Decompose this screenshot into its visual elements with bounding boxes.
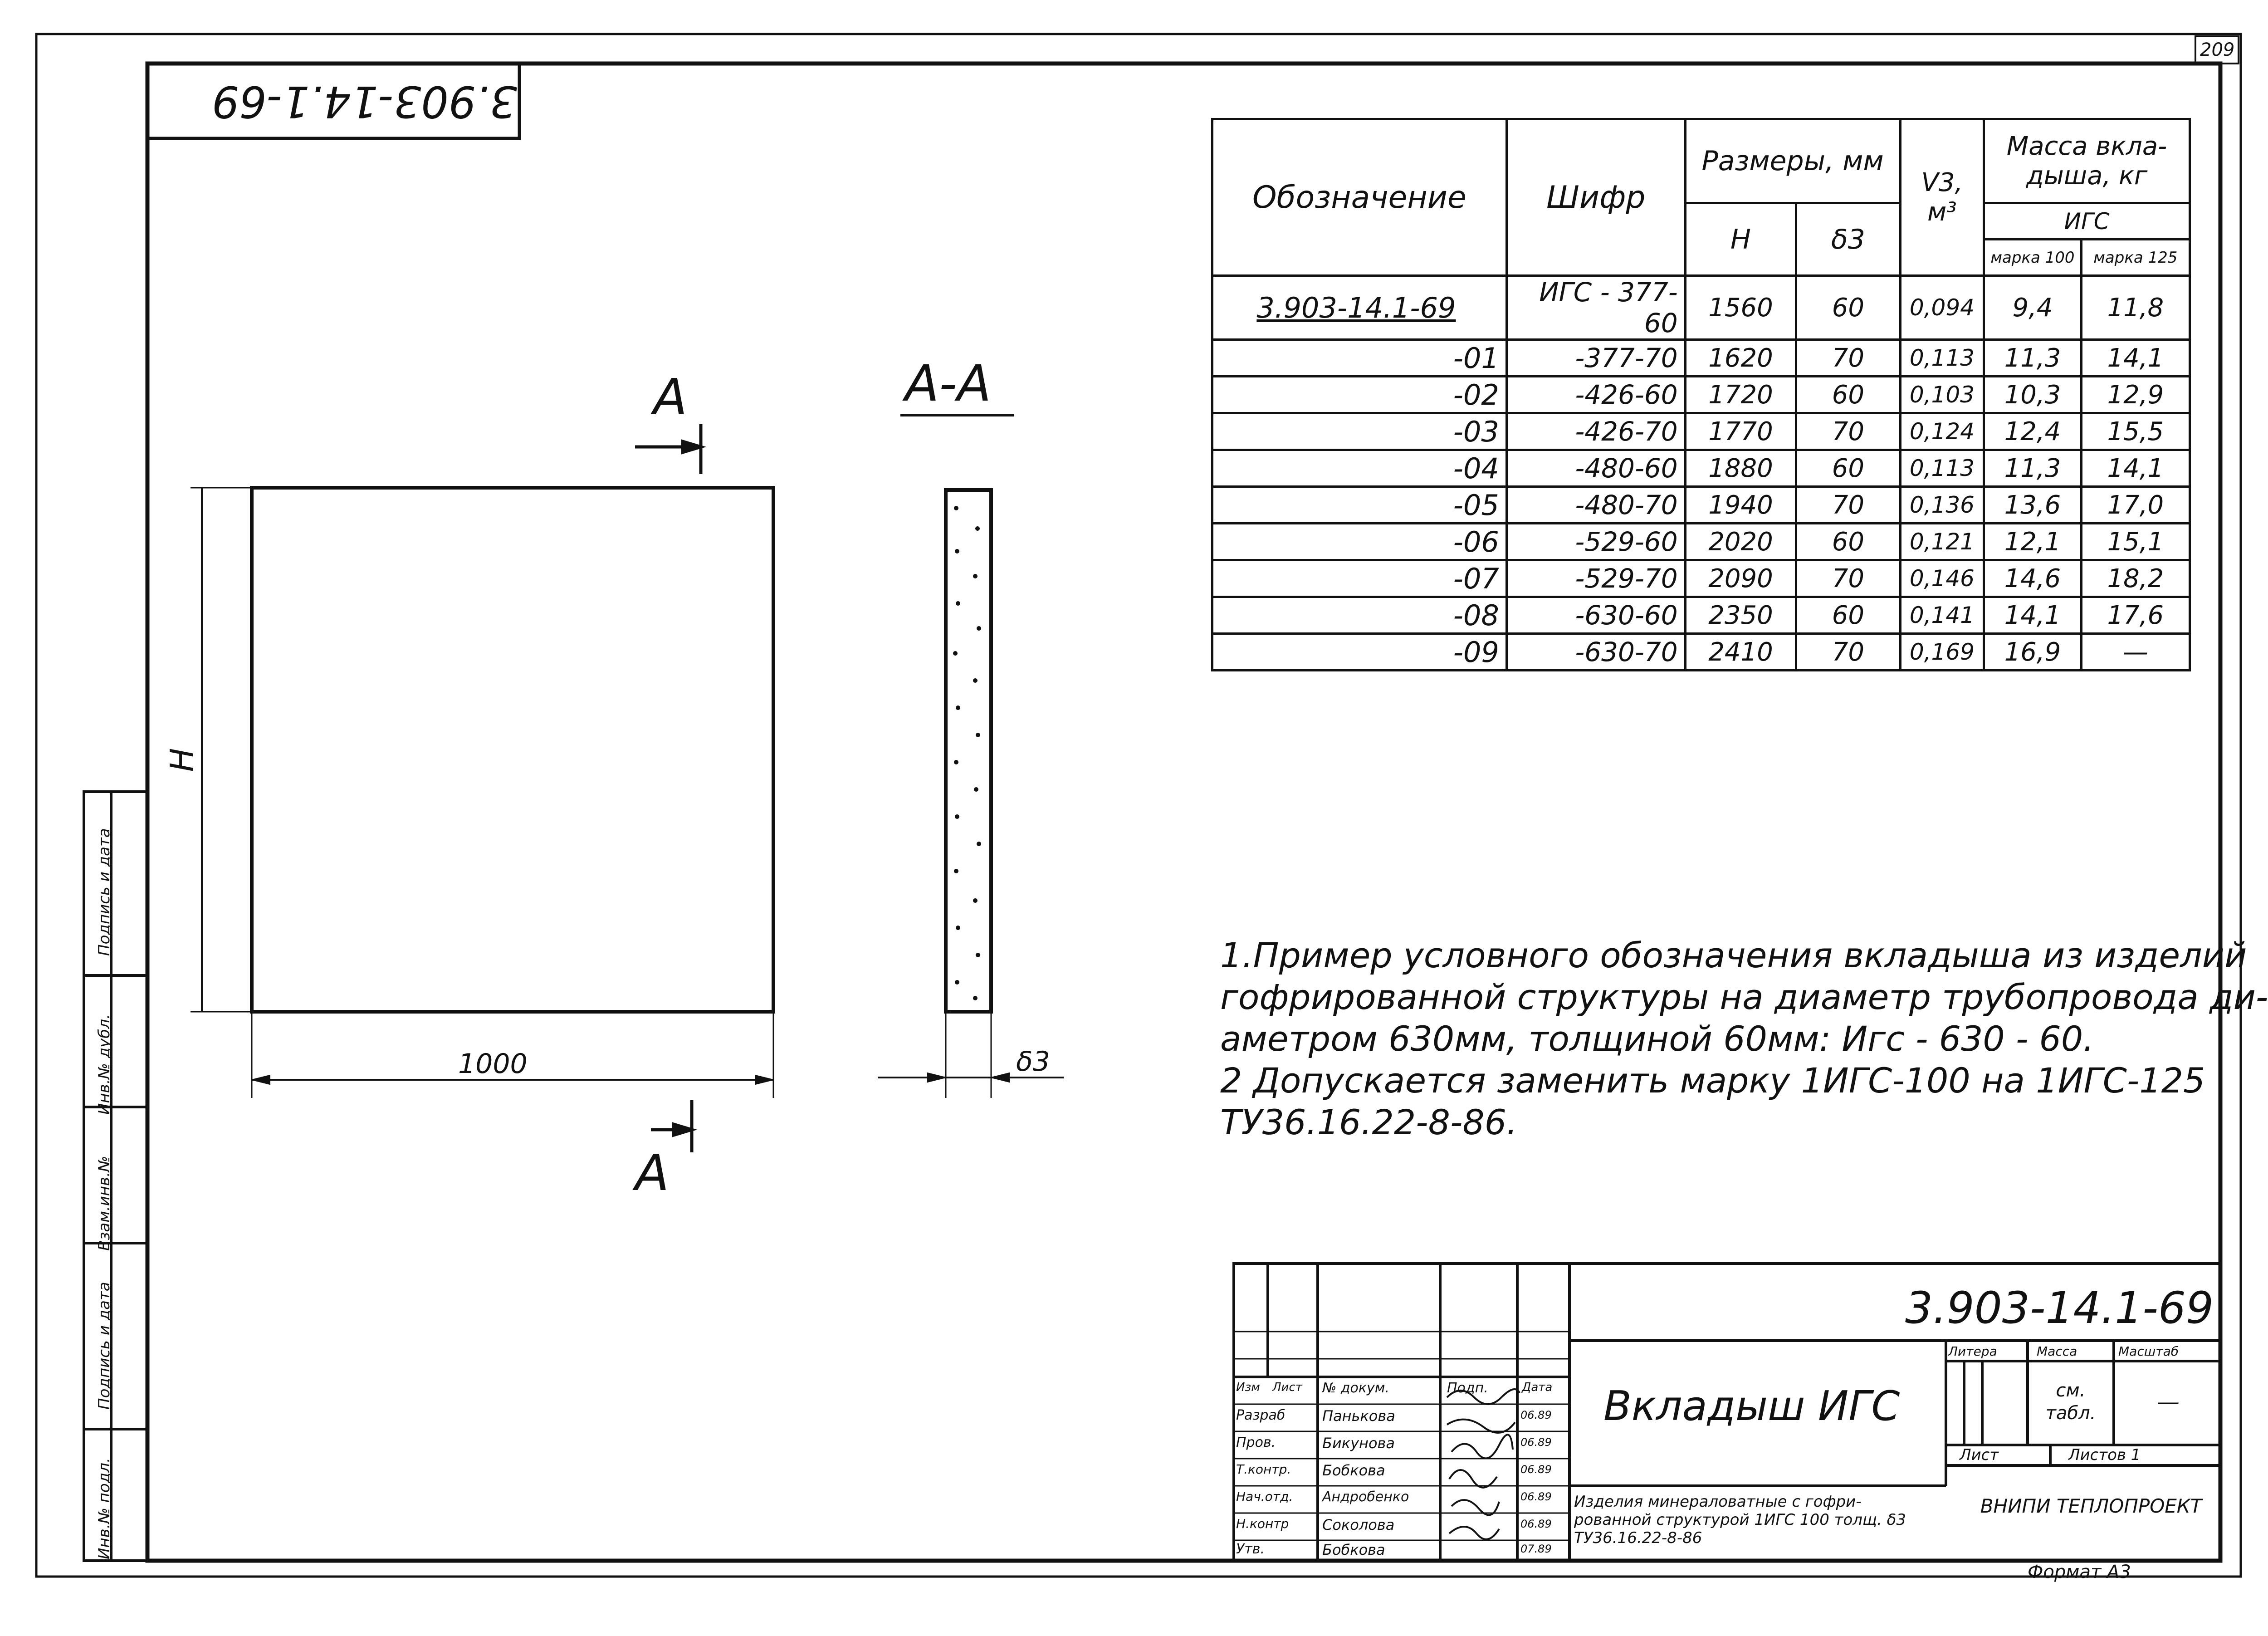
height-label: H (163, 748, 201, 772)
row-delta: 70 (1796, 634, 1900, 671)
note-line: ТУ36.16.22-8-86. (1220, 1102, 1518, 1142)
signer-role: Н.контр (1236, 1516, 1289, 1531)
row-mass-100: 9,4 (1984, 276, 2081, 340)
header-igs: ИГС (1984, 203, 2190, 240)
mass-label: Масса (2037, 1344, 2077, 1359)
plate-section-view (946, 490, 991, 1012)
row-mass-125: 14,1 (2081, 340, 2190, 377)
row-designation: -06 (1212, 524, 1507, 560)
header-cipher: Шифр (1506, 119, 1685, 276)
row-mass-125: 15,1 (2081, 524, 2190, 560)
signer-name: Соколова (1322, 1516, 1395, 1533)
row-delta: 70 (1796, 487, 1900, 524)
table-row (1212, 560, 2190, 597)
note-line: 2 Допускается заменить марку 1ИГС-100 на 1ИГС-125 (1220, 1060, 2205, 1101)
row-delta: 70 (1796, 413, 1900, 450)
table-row (1212, 377, 2190, 413)
signer-role: Утв. (1236, 1541, 1265, 1557)
row-volume: 0,113 (1900, 340, 1984, 377)
page-number: 209 (2200, 39, 2235, 60)
signer-name: Панькова (1322, 1407, 1395, 1425)
col-izm: Изм (1236, 1381, 1260, 1394)
side-label-inv-dubl: Инв.№ дубл. (95, 1014, 113, 1115)
row-h: 1770 (1685, 413, 1796, 450)
section-title: A-A (905, 354, 992, 412)
table-row (1212, 524, 2190, 560)
signer-name: Бикунова (1322, 1435, 1395, 1452)
row-mass-100: 10,3 (1984, 377, 2081, 413)
litera-label: Литера (1948, 1344, 1997, 1359)
row-h: 1560 (1685, 276, 1796, 340)
section-mark-top: A (653, 368, 688, 426)
spec-table-body (1212, 276, 2190, 671)
col-sign: Подп. (1447, 1380, 1488, 1396)
row-volume: 0,124 (1900, 413, 1984, 450)
row-mass-125: 15,5 (2081, 413, 2190, 450)
row-mass-125: 17,0 (2081, 487, 2190, 524)
row-designation: 3.903-14.1-69 (1212, 276, 1507, 340)
row-mass-100: 16,9 (1984, 634, 2081, 671)
signer-role: Т.контр. (1236, 1462, 1291, 1477)
row-mass-125: 11,8 (2081, 276, 2190, 340)
row-cipher: -529-70 (1506, 560, 1685, 597)
row-mass-125: 12,9 (2081, 377, 2190, 413)
row-delta: 60 (1796, 597, 1900, 634)
signer-date: 06.89 (1520, 1463, 1552, 1476)
table-row (1212, 634, 2190, 671)
volume-symbol: V3, (1921, 168, 1963, 197)
table-row (1212, 450, 2190, 487)
signer-date: 06.89 (1520, 1490, 1552, 1503)
row-cipher: -630-70 (1506, 634, 1685, 671)
table-row (1212, 487, 2190, 524)
row-designation: -04 (1212, 450, 1507, 487)
row-cipher: -529-60 (1506, 524, 1685, 560)
row-designation: -07 (1212, 560, 1507, 597)
signer-name: Бобкова (1322, 1462, 1385, 1479)
notes (1220, 935, 2268, 1143)
row-volume: 0,141 (1900, 597, 1984, 634)
row-designation: -02 (1212, 377, 1507, 413)
note-line: гофрированной структуры на диаметр трубопровода ди- (1220, 977, 2268, 1017)
row-designation: -08 (1212, 597, 1507, 634)
row-cipher: -630-60 (1506, 597, 1685, 634)
row-cipher: ИГС - 377-60 (1506, 276, 1685, 340)
section-mark-bottom: A (635, 1144, 670, 1202)
header-sizes: Размеры, мм (1685, 119, 1900, 203)
row-mass-100: 14,6 (1984, 560, 2081, 597)
row-mass-100: 12,4 (1984, 413, 2081, 450)
header-h: H (1685, 203, 1796, 276)
header-designation: Обозначение (1212, 119, 1507, 276)
col-doc: № докум. (1322, 1380, 1389, 1396)
signature-scribbles (1447, 1389, 1520, 1539)
row-volume: 0,169 (1900, 634, 1984, 671)
table-row (1212, 340, 2190, 377)
row-delta: 60 (1796, 524, 1900, 560)
section-marker-top (635, 424, 701, 474)
table-row (1212, 597, 2190, 634)
row-delta: 70 (1796, 340, 1900, 377)
mass-value: см. табл. (2045, 1380, 2096, 1424)
header-delta: δ3 (1796, 203, 1900, 276)
row-volume: 0,094 (1900, 276, 1984, 340)
signer-role: Пров. (1236, 1435, 1276, 1450)
row-mass-125: 18,2 (2081, 560, 2190, 597)
side-label-vzam: Взам.инв.№ (95, 1156, 113, 1251)
row-designation: -01 (1212, 340, 1507, 377)
row-h: 2350 (1685, 597, 1796, 634)
format-label: Формат А3 (2028, 1562, 2131, 1582)
sheet-label: Лист (1960, 1446, 1999, 1464)
scale-value: — (2157, 1389, 2180, 1415)
width-dimension-value: 1000 (458, 1048, 528, 1080)
sheets-label: Листов 1 (2068, 1446, 2141, 1464)
plate-front-view (252, 488, 773, 1012)
col-date: Дата (1522, 1381, 1553, 1394)
signer-name: Андробенко (1322, 1489, 1409, 1505)
row-h: 1940 (1685, 487, 1796, 524)
note-line: 1.Пример условного обозначения вкладыша из изделий (1220, 935, 2247, 975)
row-mass-125: 14,1 (2081, 450, 2190, 487)
row-h: 2090 (1685, 560, 1796, 597)
header-mass: Масса вкла- дыша, кг (1984, 119, 2190, 203)
title-block-material: Изделия минераловатные с гофри- рованной структурой 1ИГС 100 толщ. δ3 ТУ36.16.22-8-86 (1574, 1493, 1906, 1547)
rotated-stamp: 3.903-14.1-69 (212, 76, 517, 126)
side-label-signature-1: Подпись и дата (95, 1282, 113, 1410)
row-mass-100: 13,6 (1984, 487, 2081, 524)
row-volume: 0,121 (1900, 524, 1984, 560)
table-row (1212, 276, 2190, 340)
volume-unit: м³ (1927, 197, 1957, 227)
row-mass-100: 11,3 (1984, 450, 2081, 487)
row-h: 2410 (1685, 634, 1796, 671)
side-strip (84, 792, 147, 1561)
signer-date: 06.89 (1520, 1436, 1552, 1449)
note-line: аметром 630мм, толщиной 60мм: Игс - 630 - 60. (1220, 1019, 2094, 1059)
row-volume: 0,103 (1900, 377, 1984, 413)
col-list: Лист (1272, 1381, 1302, 1394)
row-cipher: -480-70 (1506, 487, 1685, 524)
table-row (1212, 413, 2190, 450)
row-designation: -05 (1212, 487, 1507, 524)
row-delta: 60 (1796, 276, 1900, 340)
row-mass-125: — (2081, 634, 2190, 671)
row-mass-125: 17,6 (2081, 597, 2190, 634)
row-cipher: -480-60 (1506, 450, 1685, 487)
title-block-code: 3.903-14.1-69 (1905, 1283, 2214, 1333)
signer-date: 06.89 (1520, 1409, 1552, 1421)
side-label-signature-2: Подпись и дата (95, 828, 113, 956)
signer-role: Нач.отд. (1236, 1489, 1293, 1504)
header-grade100: марка 100 (1984, 240, 2081, 276)
row-mass-100: 12,1 (1984, 524, 2081, 560)
signer-date: 06.89 (1520, 1518, 1552, 1530)
title-block-org: ВНИПИ ТЕПЛОПРОЕКТ (1980, 1495, 2202, 1517)
header-volume (1900, 119, 1984, 276)
signer-date: 07.89 (1520, 1543, 1552, 1555)
row-designation: -09 (1212, 634, 1507, 671)
row-volume: 0,136 (1900, 487, 1984, 524)
row-h: 2020 (1685, 524, 1796, 560)
row-volume: 0,113 (1900, 450, 1984, 487)
row-cipher: -426-60 (1506, 377, 1685, 413)
row-delta: 60 (1796, 450, 1900, 487)
row-mass-100: 11,3 (1984, 340, 2081, 377)
signer-role: Разраб (1236, 1407, 1286, 1423)
signer-name: Бобкова (1322, 1541, 1385, 1558)
scale-label: Масштаб (2118, 1344, 2179, 1359)
row-h: 1620 (1685, 340, 1796, 377)
row-cipher: -426-70 (1506, 413, 1685, 450)
row-mass-100: 14,1 (1984, 597, 2081, 634)
row-volume: 0,146 (1900, 560, 1984, 597)
spec-table (1211, 118, 2191, 671)
row-h: 1880 (1685, 450, 1796, 487)
header-grade125: марка 125 (2081, 240, 2190, 276)
row-h: 1720 (1685, 377, 1796, 413)
thickness-label: δ3 (1016, 1046, 1050, 1078)
section-hatching (953, 506, 981, 1000)
row-designation: -03 (1212, 413, 1507, 450)
title-block-title: Вкладыш ИГС (1603, 1382, 1900, 1430)
row-delta: 60 (1796, 377, 1900, 413)
side-label-inv-podl: Инв.№ подл. (95, 1458, 113, 1559)
row-cipher: -377-70 (1506, 340, 1685, 377)
row-delta: 70 (1796, 560, 1900, 597)
